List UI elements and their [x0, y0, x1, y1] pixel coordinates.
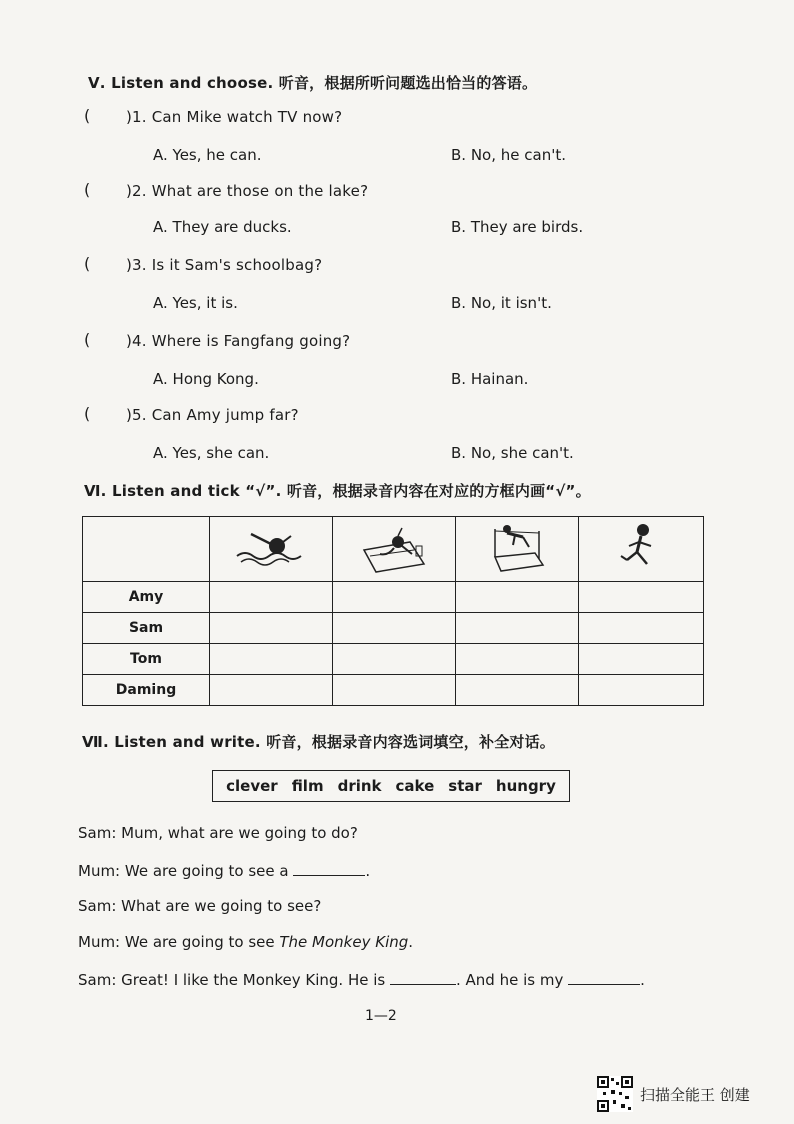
answer-paren: (	[84, 404, 91, 423]
running-icon	[579, 517, 704, 582]
tick-cell[interactable]	[333, 675, 456, 706]
q1-option-a: A. Yes, he can.	[153, 146, 262, 164]
answer-paren: (	[84, 330, 91, 349]
dialog-text: .	[408, 933, 414, 951]
film-title: The Monkey King	[279, 933, 409, 951]
q2-option-a: A. They are ducks.	[153, 218, 292, 236]
q5-option-b: B. No, she can't.	[451, 444, 574, 462]
corner-cell	[83, 517, 210, 582]
question-4: )4. Where is Fangfang going?	[126, 332, 351, 350]
tick-cell[interactable]	[579, 582, 704, 613]
tick-cell[interactable]	[210, 675, 333, 706]
word-option: star	[448, 777, 482, 795]
tick-cell[interactable]	[456, 582, 579, 613]
answer-paren: (	[84, 180, 91, 199]
word-option: hungry	[495, 777, 556, 795]
answer-paren: (	[84, 254, 91, 273]
scanner-watermark: 扫描全能王 创建	[640, 1086, 750, 1104]
dialog-line-1: Sam: Mum, what are we going to do?	[78, 824, 358, 842]
question-1: )1. Can Mike watch TV now?	[126, 108, 343, 126]
dialog-text: . And he is my	[456, 971, 569, 989]
qr-code-icon	[597, 1076, 633, 1112]
tick-cell[interactable]	[333, 582, 456, 613]
word-option: clever	[226, 777, 278, 795]
section-6-title: Ⅵ. Listen and tick “√”. 听音，根据录音内容在对应的方框内画“√”。	[84, 482, 591, 500]
dialog-text: Mum: We are going to see a	[78, 862, 294, 880]
section-7-title: Ⅶ. Listen and write. 听音，根据录音内容选词填空，补全对话。	[82, 733, 556, 751]
row-name-amy: Amy	[83, 582, 210, 613]
q3-option-b: B. No, it isn't.	[451, 294, 552, 312]
drawing-icon	[333, 517, 456, 582]
fill-blank[interactable]	[568, 970, 640, 985]
dialog-text: .	[365, 862, 371, 880]
tick-table	[82, 516, 704, 706]
tick-cell[interactable]	[210, 644, 333, 675]
tick-cell[interactable]	[456, 675, 579, 706]
dialog-text: Mum: We are going to see	[78, 933, 280, 951]
word-option: drink	[337, 777, 382, 795]
tick-cell[interactable]	[579, 675, 704, 706]
q4-option-a: A. Hong Kong.	[153, 370, 259, 388]
dialog-line-4	[78, 933, 413, 951]
jumping-icon	[456, 517, 579, 582]
dialog-text: .	[640, 971, 645, 989]
tick-cell[interactable]	[579, 613, 704, 644]
tick-cell[interactable]	[579, 644, 704, 675]
fill-blank[interactable]	[390, 970, 456, 985]
row-name-sam: Sam	[83, 613, 210, 644]
question-2: )2. What are those on the lake?	[126, 182, 369, 200]
word-option: cake	[395, 777, 435, 795]
section-5-title: Ⅴ. Listen and choose. 听音，根据所听问题选出恰当的答语。	[88, 74, 538, 92]
word-option: film	[291, 777, 324, 795]
dialog-line-3: Sam: What are we going to see?	[78, 897, 322, 915]
tick-cell[interactable]	[333, 613, 456, 644]
tick-cell[interactable]	[210, 582, 333, 613]
q2-option-b: B. They are birds.	[451, 218, 584, 236]
dialog-text: Sam: Great! I like the Monkey King. He is	[78, 971, 390, 989]
dialog-line-2	[78, 861, 370, 880]
row-name-daming: Daming	[83, 675, 210, 706]
tick-cell[interactable]	[456, 644, 579, 675]
row-name-tom: Tom	[83, 644, 210, 675]
question-5: )5. Can Amy jump far?	[126, 406, 299, 424]
page-number: 1—2	[365, 1008, 397, 1024]
question-3: )3. Is it Sam's schoolbag?	[126, 256, 323, 274]
tick-cell[interactable]	[456, 613, 579, 644]
q4-option-b: B. Hainan.	[451, 370, 529, 388]
q5-option-a: A. Yes, she can.	[153, 444, 270, 462]
q1-option-b: B. No, he can't.	[451, 146, 566, 164]
tick-cell[interactable]	[333, 644, 456, 675]
dialog-line-5	[78, 970, 645, 989]
word-bank	[212, 770, 570, 802]
answer-paren: (	[84, 106, 91, 125]
fill-blank[interactable]	[293, 861, 365, 876]
swimming-icon	[210, 517, 333, 582]
tick-cell[interactable]	[210, 613, 333, 644]
q3-option-a: A. Yes, it is.	[153, 294, 238, 312]
